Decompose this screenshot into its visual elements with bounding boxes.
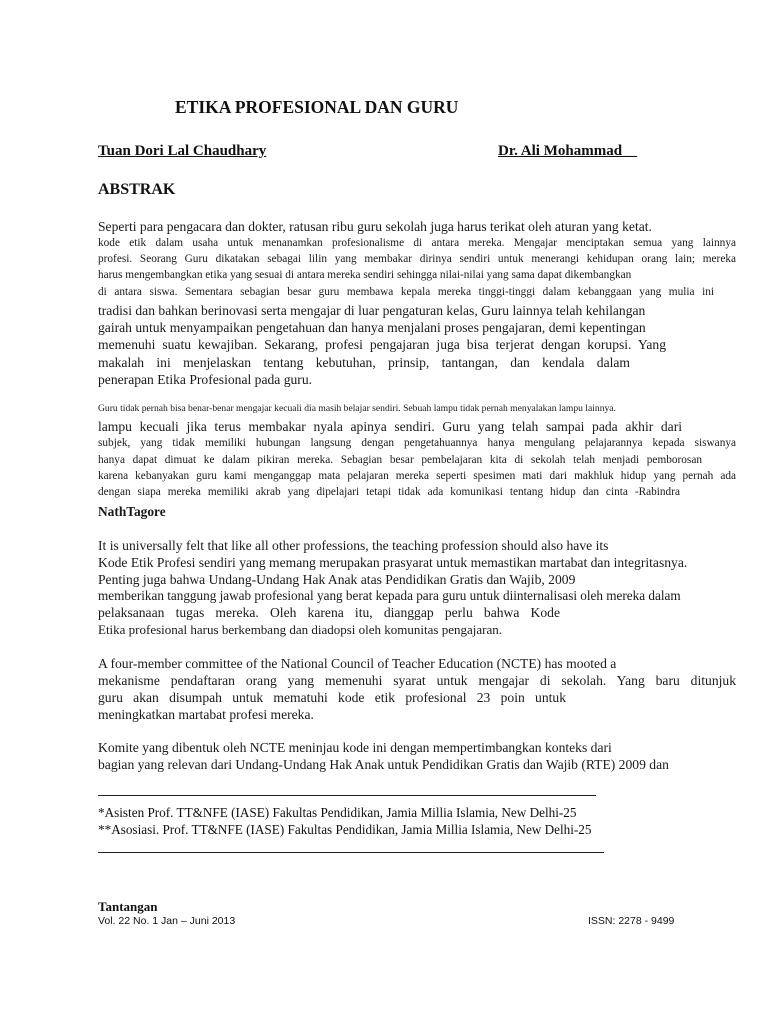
footnote-2: **Asosiasi. Prof. TT&NFE (IASE) Fakultas Pendidikan, Jamia Millia Islamia, New Delhi-25	[98, 822, 592, 837]
footnote-rule-top	[98, 795, 596, 796]
abstract-line: gairah untuk menyampaikan pengetahuan dan hanya menjalani proses pengajaran, demi kepentingan	[98, 320, 646, 335]
quote-line: hanya dapat dimuat ke dalam pikiran mereka. Sebagian besar pembelajaran kita di sekolah telah menjadi pemborosan	[98, 454, 702, 466]
abstract-line: tradisi dan bahkan berinovasi serta mengajar di luar pengaturan kelas, Guru lainnya telah kehilangan	[98, 303, 646, 318]
volume-info: Vol. 22 No. 1 Jan – Juni 2013	[98, 915, 236, 927]
abstract-line: Seperti para pengacara dan dokter, ratusan ribu guru sekolah juga harus terikat oleh aturan yang ketat.	[98, 219, 652, 234]
abstract-line: harus mengembangkan etika yang sesuai di antara mereka sendiri sehingga nilai-nilai yang sama dapat dikembangkan	[98, 269, 632, 281]
author-1: Tuan Dori Lal Chaudhary	[98, 143, 267, 159]
abstract-line: makalah ini menjelaskan tentang kebutuhan, prinsip, tantangan, dan kendala dalam	[98, 355, 630, 370]
quote-line: karena kebanyakan guru kami menganggap mata pelajaran mereka seperti spesimen mati dari makhluk hidup yang pernah ada	[98, 470, 736, 482]
body-line: Etika profesional harus berkembang dan diadopsi oleh komunitas pengajaran.	[98, 622, 502, 637]
quote-line: dengan siapa mereka memiliki akrab yang dipelajari tetapi tidak ada komunikasi tentang hidup dan cinta -Rabindra	[98, 486, 680, 498]
body-line: mekanisme pendaftaran orang yang memenuhi syarat untuk mengajar di sekolah. Yang baru ditunjuk	[98, 673, 736, 688]
author-2: Dr. Ali Mohammad__	[498, 143, 638, 159]
footnote-rule-bottom	[98, 852, 604, 853]
body-line: meningkatkan martabat profesi mereka.	[98, 707, 314, 722]
body-line: It is universally felt that like all other professions, the teaching profession should also have its	[98, 538, 609, 553]
body-line: bagian yang relevan dari Undang-Undang Hak Anak untuk Pendidikan Gratis dan Wajib (RTE) 2009 dan	[98, 757, 669, 772]
abstract-line: memenuhi suatu kewajiban. Sekarang, profesi pengajaran juga bisa terjerat dengan korupsi. Yang	[98, 337, 666, 352]
abstract-line: di antara siswa. Sementara sebagian besar guru membawa kepala mereka tinggi-tinggi dalam kebanggaan yang mulia ini	[98, 286, 714, 298]
abstract-line: profesi. Seorang Guru dikatakan sebagai lilin yang membakar dirinya sendiri untuk menerangi kehidupan orang lain; mereka	[98, 253, 736, 265]
abstract-line: penerapan Etika Profesional pada guru.	[98, 372, 313, 387]
abstract-heading: ABSTRAK	[98, 181, 176, 198]
body-line: Kode Etik Profesi sendiri yang memang merupakan prasyarat untuk memastikan martabat dan integritasnya.	[98, 555, 688, 570]
page-title: ETIKA PROFESIONAL DAN GURU	[175, 97, 459, 117]
issn-label: ISSN: 2278 - 9499	[588, 915, 675, 927]
body-line: A four-member committee of the National Council of Teacher Education (NCTE) has mooted a	[98, 656, 617, 671]
quote-attribution: NathTagore	[98, 504, 166, 519]
abstract-line: kode etik dalam usaha untuk menanamkan profesionalisme di antara mereka. Mengajar menciptakan semua yang lainnya	[98, 237, 736, 249]
body-line: Komite yang dibentuk oleh NCTE meninjau kode ini dengan mempertimbangkan konteks dari	[98, 740, 612, 755]
body-line: Penting juga bahwa Undang-Undang Hak Anak atas Pendidikan Gratis dan Wajib, 2009	[98, 572, 576, 587]
journal-name: Tantangan	[98, 899, 158, 914]
body-line: memberikan tanggung jawab profesional yang berat kepada para guru untuk diinternalisasi oleh mereka dalam	[98, 588, 681, 603]
body-line: pelaksanaan tugas mereka. Oleh karena itu, dianggap perlu bahwa Kode	[98, 605, 560, 620]
body-line: guru akan disumpah untuk mematuhi kode etik profesional 23 poin untuk	[98, 690, 566, 705]
quote-line: subjek, yang tidak memiliki hubungan langsung dengan pengetahuannya hanya mengulang pelajarannya kepada siswanya	[98, 437, 736, 449]
quote-line: Guru tidak pernah bisa benar-benar mengajar kecuali dia masih belajar sendiri. Sebuah lampu tidak pernah menyalakan lampu lainnya.	[98, 403, 616, 414]
quote-line: lampu kecuali jika terus membakar nyala apinya sendiri. Guru yang telah sampai pada akhir dari	[98, 419, 682, 434]
footnote-1: *Asisten Prof. TT&NFE (IASE) Fakultas Pendidikan, Jamia Millia Islamia, New Delhi-25	[98, 805, 577, 820]
